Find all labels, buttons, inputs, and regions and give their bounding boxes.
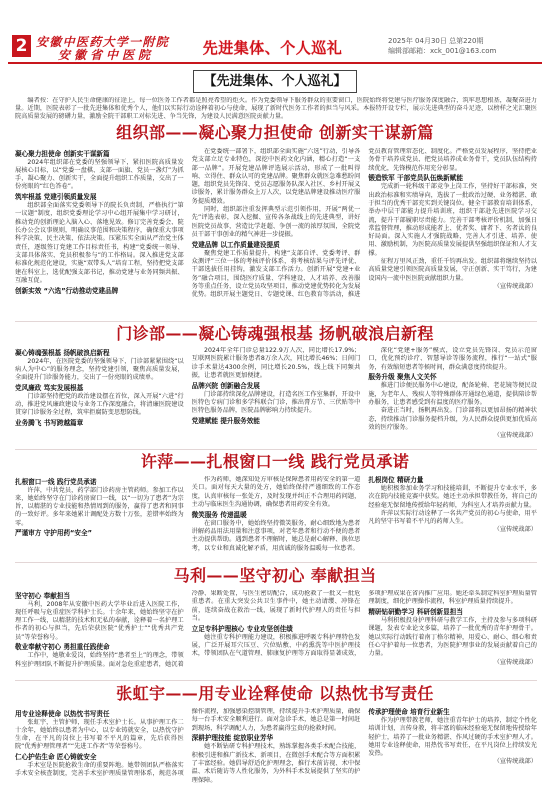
section-divider	[15, 562, 537, 563]
editor-email: 编辑部邮箱：xck_001@163.com	[388, 47, 497, 55]
article-paragraph: 征程万里风正劲，重任千钧再出发。组织部将继续坚持以高质量党建引领医院高质量发展，守正创新、实干笃行，为建设国内一流中医医院贡献组织力量。	[368, 258, 537, 282]
article-paragraph: 在党委统一部署下，组织部全面实施“六选”行动，引导各党支部立足专业特色，深挖中医药文化内涵，精心打造“一支部一品牌”。开展党建品牌评选展示活动，形成了一批叫得响、立得住、群众认可的党建品牌。聚焦群众就医急难愁盼问题，组织党员先锋岗、党员志愿服务队深入社区、乡村开展义诊服务，累计服务群众上万人次，以党建品牌建设推动医疗服务提质增效。	[191, 148, 361, 205]
logo-line-2: 安徽省中医院	[58, 48, 155, 62]
article-subheading: 精研钻研勤学习 科研创新显担当	[368, 608, 463, 617]
article-paragraph: 深化“党建+服务”模式，设立党员先锋岗、党员示范窗口，优化预约诊疗、智慧导诊等服务流程，推行“一站式”服务，有效缩短患者等候时间，群众满意度持续提升。	[368, 347, 537, 371]
section-divider	[15, 321, 537, 322]
article-subheading: 微笑服务 传递温暖	[191, 510, 247, 519]
article-paragraph: 作为药师，她深知处方审核是保障患者用药安全的第一道关口。面对每天大量的处方，她始终保持严谨细致的工作态度，认真审核每一张处方，及时发现并纠正不合理用药问题，主动与临床医生沟通协调，确保患者用药安全有效。	[191, 476, 361, 508]
section-title: 许萍——扎根窗口一线 践行党员承诺	[140, 452, 410, 471]
article-subheading: 扎根岗位 精研力量	[368, 476, 424, 484]
article-paragraph: 张虹宇，主管护师，现任手术室护士长。从事护理工作二十余年，她始终以患者为中心，以专业铸就安全，以热忱守护生命，在平凡的岗位上书写着不平凡的篇章，先后获得医院“优秀护理管理者”“先进工作者”等荣誉称号。	[15, 718, 184, 751]
article-byline: （宣传统战部）	[493, 758, 537, 766]
article-paragraph: 2024年，在医院党委的坚强领导下，门诊部紧紧围绕“以病人为中心”的服务理念，坚持党建引领，聚焦高质量发展，全面提升门诊服务能力，交出了一份亮眼的成绩单。	[15, 357, 184, 382]
section-divider	[15, 680, 537, 681]
article-paragraph: 同时，组织部注重发挥典型示范引领作用，开展“两优一先”评选表彰，深入挖掘、宣传各条战线上的先进典型，讲好医院党员故事，营造比学赶超、争创一流的浓厚氛围，全院党员干部干事创业的精气神进一步提振。	[191, 206, 361, 238]
article-paragraph: 2024年全年门诊总量122.9万人次，同比增长17.9%；互联网医院累计服务患者8万余人次，同比增长46%；日间门诊手术量达4300余例，同比增长20.5%，线上线下同频共振，让患者就医更加便捷。	[191, 347, 361, 379]
article-subheading: 创新实效 “六选”行动推动党建品牌	[15, 286, 119, 295]
section-body	[15, 347, 537, 447]
section-divider	[15, 449, 537, 450]
article-subheading: 党建赋能 提升服务效能	[191, 417, 260, 426]
article-subheading: 仁心护佑生命 匠心铸就安全	[15, 753, 97, 762]
page-number-badge: 2	[12, 35, 31, 57]
article-subheading: 凝心铸魂强根基 扬帆破浪启新程	[15, 348, 110, 357]
issue-date: 2025年 04月30日 总第220期	[388, 37, 484, 45]
section-body	[15, 476, 537, 560]
hospital-logo	[36, 36, 186, 62]
article-paragraph: 门诊部持续深化品牌建设，打造名医工作室集群，开设中医特色专病门诊和多学科联合门诊，推出膏方节、三伏贴等中医特色服务品牌，医院品牌影响力持续提升。	[191, 390, 361, 415]
article-subheading: 传承护理使命 培育行业新生	[368, 708, 450, 716]
article-subheading: 用专业诠释使命 以热忱书写责任	[15, 709, 110, 718]
article-subheading: 筑牢根基 党建引领质量发展	[15, 193, 97, 202]
article-paragraph: 组织部全面落实党委领导下的院长负责制，严格执行“第一议题”制度，组织党委理论学习中心组开展集中学习研讨，推动党的创新理论入脑入心、落地见效。修订完善党委会、院长办公会议事规则，明确议事范围和决策程序，确保重大事项科学决策、民主决策、依法决策。压紧压实全面从严治党主体责任，逐级签订党建工作目标责任书，构建“党委统一领导、支部具体落实、党员积极参与”的工作格局。深入推进党支部标准化规范化建设，实施“双带头人”培育工程，坚持把党支部建在科室上，选优配强支部书记，推动党建与业务同频共振、互融互促。	[15, 202, 184, 284]
issue-info	[388, 36, 546, 56]
page-column-title: 先进集体、个人巡礼	[202, 39, 343, 57]
article-paragraph: 聚焦党建工作质量提升，构建“支部自评、党委考评、群众测评”三位一体的考核评价体系，将考核结果与评先评优、干部选拔任用挂钩，激发支部工作活力。创新开展“党建+业务”融合项目，围绕医疗质量、学科建设、人才培养、改善服务等重点任务，设立党员攻坚项目，推动党建优势转化为发展优势。组织开展主题党日、专题党课、红色教育等活动，推进党员教育管理常态化、制度化。严格党员发展程序，坚持把业务骨干培养成党员、把党员培养成业务骨干，党员队伍结构持续优化，先锋模范作用充分彰显。	[191, 148, 537, 299]
article-paragraph: 马利积极投身护理科研与教学工作，主持及参与多项科研课题，发表专业论文多篇，培养了一批优秀的青年护理骨干。她以实际行动践行着南丁格尔精神，用爱心、耐心、细心和责任心守护着每一位患者，为医院护理事业的发展贡献着自己的力量。	[368, 617, 537, 658]
article-subheading: 扎根窗口一线 践行党员承诺	[15, 477, 97, 486]
section-title: 张虹宇——用专业诠释使命 以热忱书写责任	[116, 684, 434, 703]
article-subheading: 坚守初心 奉献担当	[15, 591, 71, 600]
article-paragraph: 2024年组织部在党委的坚强领导下，紧扣医院高质量发展核心目标，以“党委一盘棋、支部一面旗、党员一盏灯”为抓手，凝心聚力、创新实干，全面提升组织工作质量，交出了一份亮眼的“红色答卷”。	[15, 158, 184, 191]
article-subheading: 党建品牌 以工作质量建设提质	[191, 240, 280, 249]
article-subheading: 品牌兴院 创新融合发展	[191, 381, 260, 390]
article-subheading: 锻造铁军 干部党员队伍焕新赋能	[368, 174, 463, 183]
section-body	[15, 590, 537, 678]
section-title: 门诊部——凝心铸魂强根基 扬帆破浪启新程	[116, 324, 434, 343]
article-paragraph: 在窗口服务中，她始终坚持微笑服务，耐心细致地为患者讲解药品用法用量和注意事项，对老年患者和行动不便的患者主动提供帮助。遇到患者不理解时，她总是耐心解释、换位思考，以专业和真诚化解矛盾，用真诚的服务温暖每一位患者。	[191, 519, 361, 552]
article-subheading: 凝心聚力担使命 创新实干谋新篇	[15, 149, 110, 158]
article-paragraph: 奋进正当时，扬帆再出发。门诊部将以更加昂扬的精神状态，持续推动门诊服务提档升级，为人民群众提供更加优质高效的医疗服务。	[368, 407, 537, 431]
section-title: 马利——坚守初心 奉献担当	[173, 566, 377, 585]
article-subheading: 深耕护理技能 绽放职业芳华	[191, 734, 274, 743]
article-byline: （宣传统战部）	[493, 526, 537, 534]
masthead-rule	[8, 62, 542, 64]
article-subheading: 严谨审方 守护用药“安全”	[15, 529, 92, 538]
article-subheading: 党风廉政 笃实发展根基	[15, 383, 84, 392]
logo-line-1: 安徽中医药大学一附院	[36, 35, 170, 49]
article-subheading: 敬业奉献守初心 勇担重任践使命	[15, 643, 110, 652]
article-paragraph: 完成新一轮科级干部竞争上岗工作，坚持好干部标准，突出政治标准和实绩导向，选拔了一批政治过硬、业务精湛、敢于担当的优秀干部充实到关键岗位。健全干部教育培训体系，举办中层干部能力提升培训班，组织干部赴先进医院学习交流，提升干部履职尽责能力。完善干部考核评价机制，加强日常监督管理，推动形成能者上、优者奖、庸者下、劣者汰的良好局面。深入实施人才强院战略，完善人才引进、培养、使用、激励机制，为医院高质量发展提供坚强组织保证和人才支撑。	[368, 183, 537, 257]
article-subheading: 立足专科护理核心 专业攻坚创佳绩	[191, 624, 293, 633]
article-paragraph: 工作中，她敬业爱岗，始终坚持“患者至上”的理念，带领科室护理团队不断提升护理质量。面对急危重症患者，她沉着冷静、果断处置，与医生密切配合，成功抢救了一批又一批危重患者。在重大突发公共卫生事件中，她主动请缨、冲锋在前，连续奋战在救治一线，展现了新时代护理人的责任与担当。	[15, 590, 361, 668]
article-paragraph: 推进门诊便民服务中心建设，配备轮椅、老花镜等便民设施，为老年人、残疾人等特殊群体开通绿色通道，提供陪诊帮办服务，让患者感受到有温度的医疗服务。	[368, 382, 537, 406]
section-body	[15, 148, 537, 320]
article-paragraph: 许萍以实际行动诠释了一名共产党员的初心与使命，用平凡的坚守书写着不平凡的药师人生。	[368, 509, 537, 526]
feature-banner: 【先进集体、个人巡礼】	[193, 70, 357, 93]
article-paragraph: 作为护理带教老师，她注重青年护士的培养，制定个性化培训计划，言传身教，将丰富的临床经验毫无保留地传授给年轻护士，培养了一批业务精湛、作风过硬的手术室护理人才。她用专业诠释使命，用热忱书写责任，在平凡岗位上持续发光发热。	[368, 717, 537, 758]
article-paragraph: 许萍，中共党员，药学部门诊药房主管药师。参加工作以来，她始终坚守在门诊药房窗口一线，以“一切为了患者”为宗旨，以精湛的专业技能和热情周到的服务，赢得了患者和同事的一致好评。多年来她累计调配处方数十万张，差错率始终为零。	[15, 486, 184, 527]
article-byline: （宣传统战部）	[493, 432, 537, 440]
article-byline: （宣传统战部）	[493, 658, 537, 666]
article-paragraph: 她不断钻研专科护理技术，熟练掌握各类手术配合技能，积极引进和推广新技术、新项目，在微创手术配合等方面积累了丰富经验。她倡导舒适化护理理念，推行术前访视、术中保温、术后随访等人性化服务，为外科手术发展提供了坚实的护理保障。	[191, 743, 361, 784]
article-paragraph: 她注重专科护理能力建设，积极推进呼吸专科护理特色发展，广泛开展耳穴压豆、穴位贴敷、中药熏洗等中医护理技术，带领团队在气道管理、肺康复护理等方面取得显著成效，多项护理成果在省内推广应用。她还牵头制定科室护理质量管理制度，细化护理操作流程，科室护理质量持续提升。	[191, 590, 537, 658]
article-subheading: 业务腾飞 书写跨越篇章	[15, 419, 84, 428]
section-body	[15, 708, 537, 796]
section-title: 组织部——凝心聚力担使命 创新实干谋新篇	[116, 123, 434, 142]
editor-note: 编者按：在守护人民生命健康的征途上，每一位医务工作者都是照亮希望的炬火。作为党委领导下服务群众的重要窗口，医院始终将党建与医疗服务深度融合，筑牢思想根基，凝聚奋进力量。近期，医院表彰了一批先进集体和优秀个人，他们以实际行动诠释着初心与使命，展现了新时代医务工作者的担当与风采。本报特开设专栏，展示先进典型的奋斗足迹，以榜样之光汇聚医院高质量发展的磅礴力量，激励全院干部职工对标先进、争当先锋，为建设人民满意医院贡献力量。	[15, 97, 537, 121]
article-paragraph: 她积极参加业务学习和技能培训，不断提升专业水平，多次在院内技能竞赛中获奖。她还主动承担带教任务，将自己的经验毫无保留地传授给年轻药师，为科室人才培养贡献力量。	[368, 485, 537, 509]
article-paragraph: 门诊部坚持把党的政治建设摆在首位，深入开展“六进”行动，推进党风廉政建设与业务工作深度融合，将清廉医院建设贯穿门诊服务全过程，筑牢拒腐防变思想防线。	[15, 392, 184, 417]
article-subheading: 服务升级 聚焦人文关怀	[368, 373, 437, 382]
article-byline: （宣传统战部）	[493, 282, 537, 290]
article-paragraph: 手术室是医院抢救生命的重要阵地。她带领团队严格落实手术安全核查制度，完善手术室护理质量管理体系，规范各项操作流程，加强感染控制管理，持续提升手术护理质量，确保每一台手术安全顺利进行。面对急诊手术，她总是第一时间赶到现场，科学调配人力，为患者赢得宝贵的抢救时间。	[15, 708, 361, 778]
article-paragraph: 马利，2008年从安徽中医药大学毕业后进入医院工作，现任呼吸与危重症医学科护士长。十余年来，她始终坚守在护理工作一线，以精湛的技术和无私的奉献，诠释着一名护理工作者的初心与担当，先后荣获医院“优秀护士”“优秀共产党员”等荣誉称号。	[15, 600, 184, 641]
